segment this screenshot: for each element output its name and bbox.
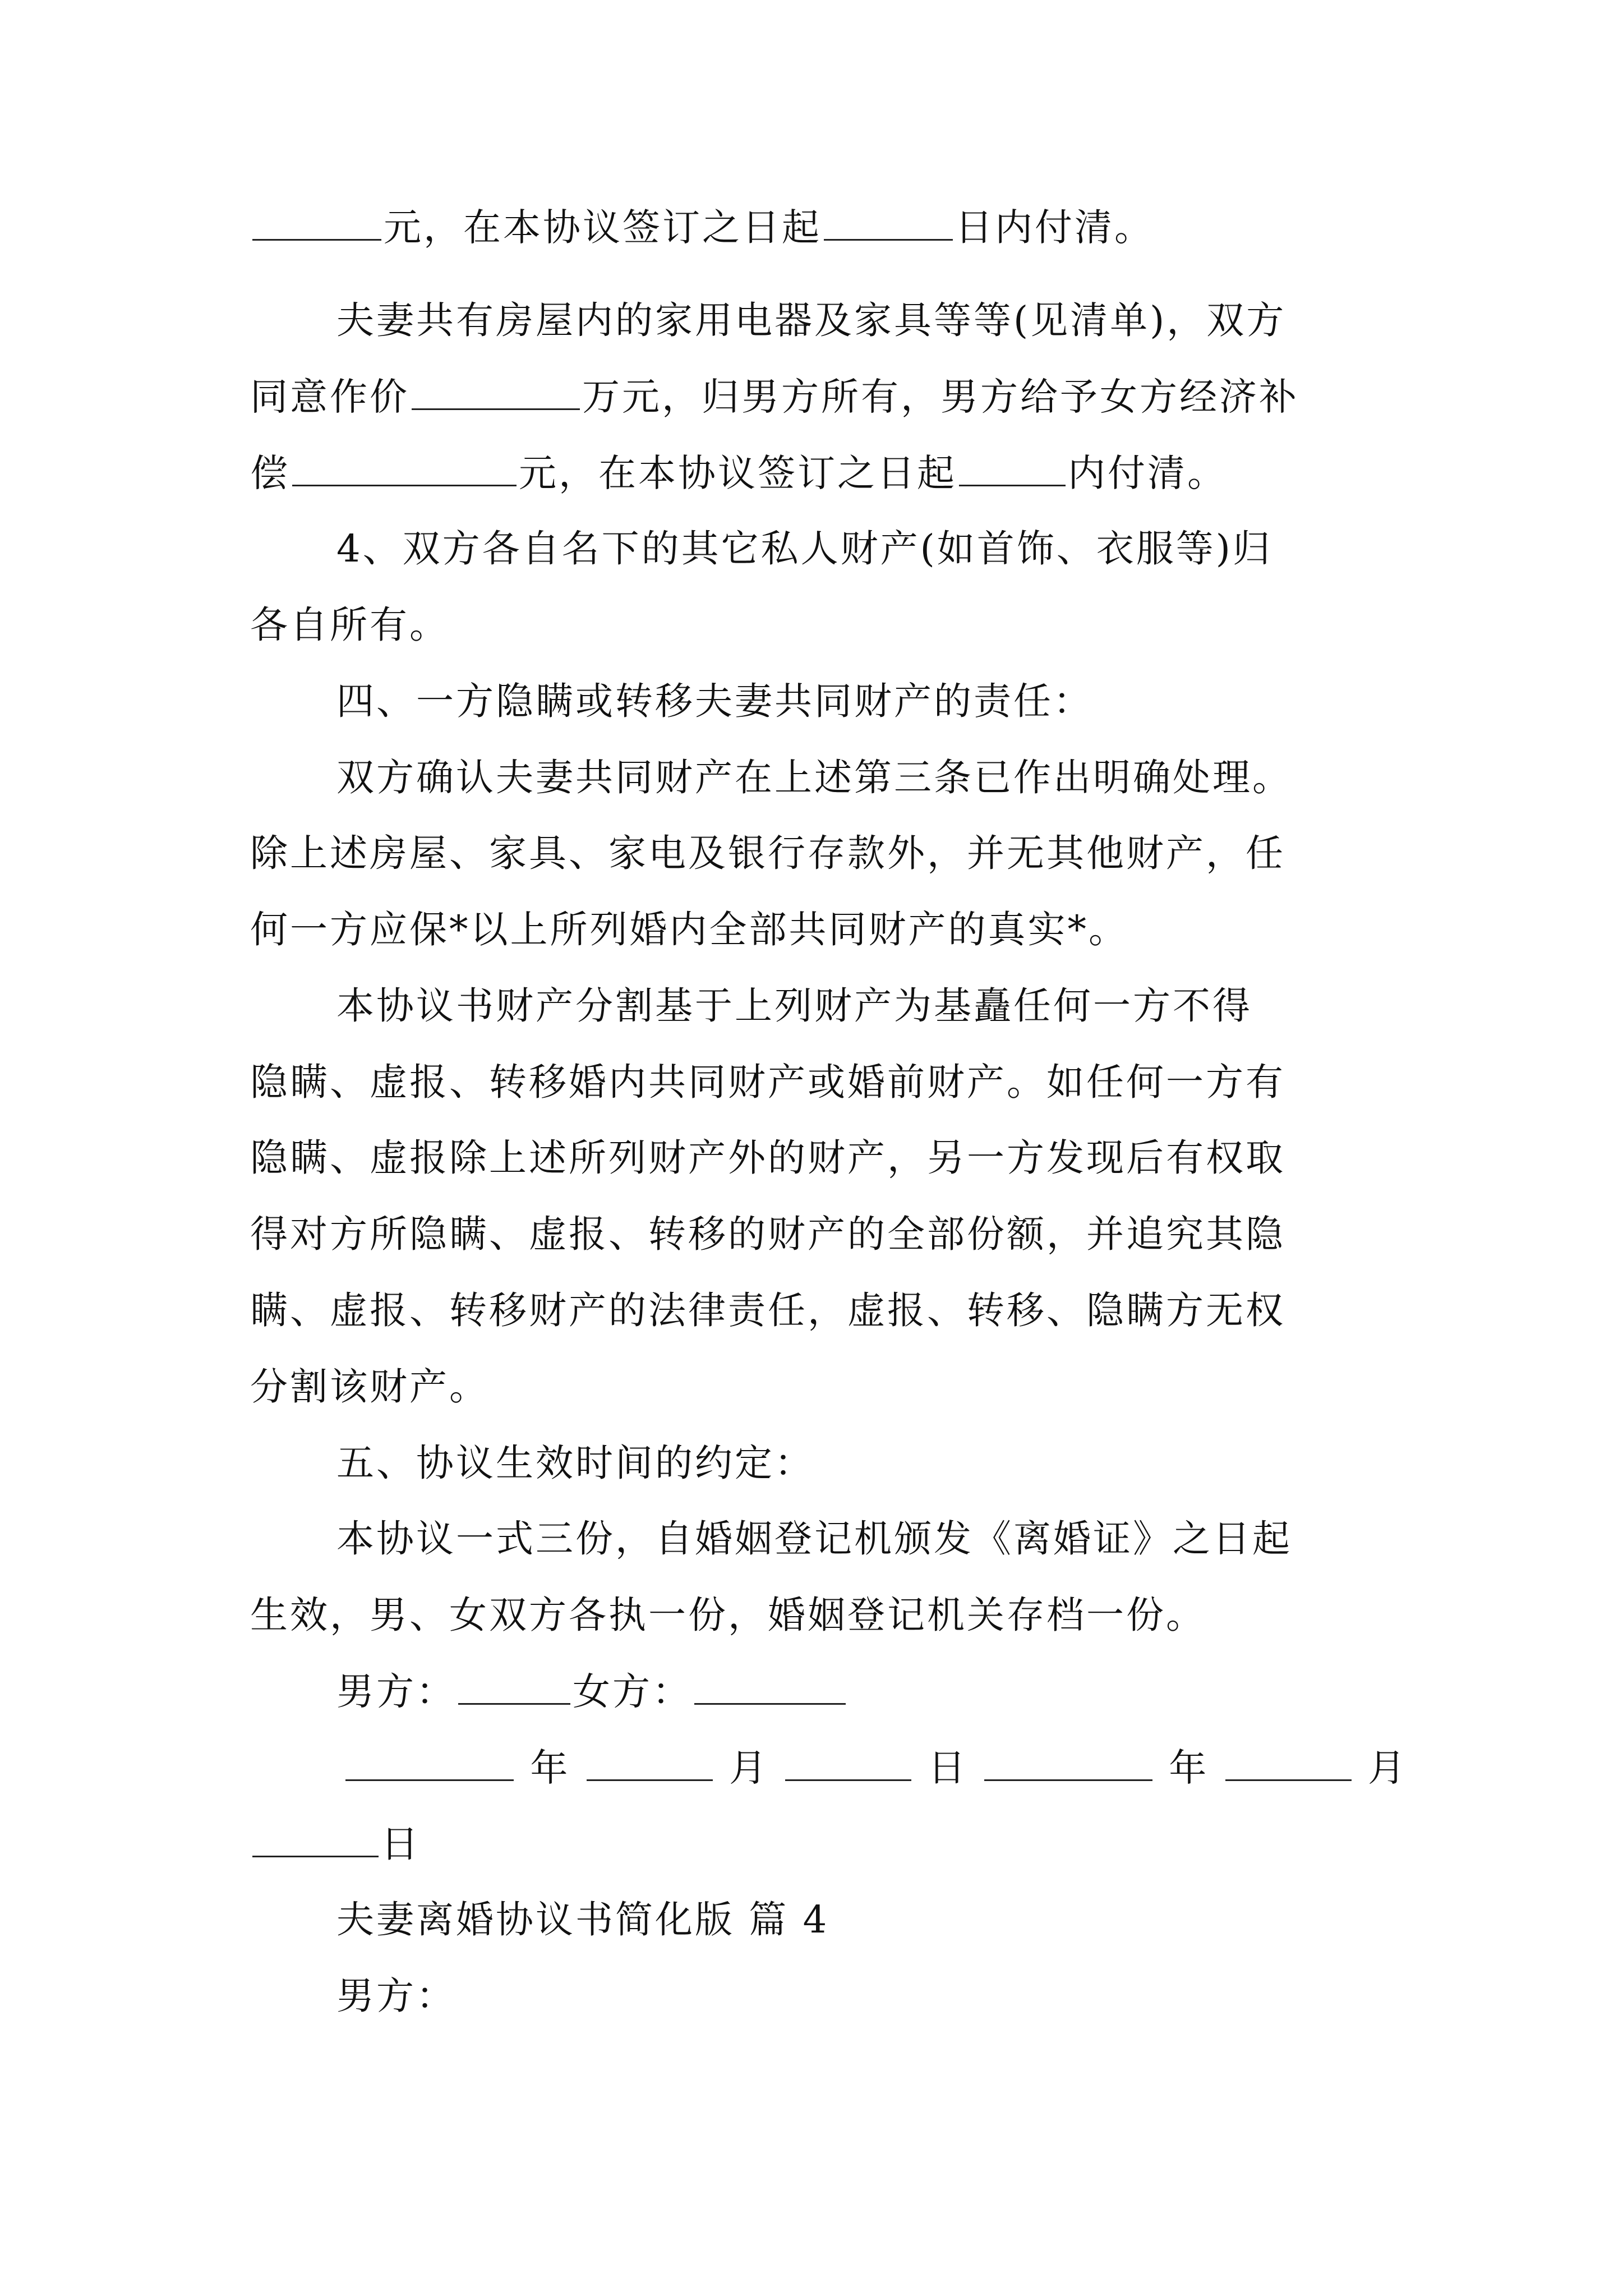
paragraph-line: 本协议书财产分割基于上列财产为基矗任何一方不得	[336, 984, 1252, 1028]
year-blank[interactable]	[984, 1749, 1152, 1781]
paragraph-line: 各自所有。	[250, 603, 449, 647]
party-label: 男方：	[336, 1974, 456, 2018]
next-section-title: 夫妻离婚协议书简化版 篇 4	[336, 1898, 829, 1941]
signature-line: 男方： 女方：	[336, 1673, 848, 1711]
paragraph-line: 瞒、虚报、转移财产的法律责任，虚报、转移、隐瞒方无权	[250, 1289, 1285, 1332]
valuation-blank[interactable]	[412, 378, 580, 410]
paragraph-line: 本协议一式三份，自婚姻登记机颁发《离婚证》之日起	[336, 1517, 1292, 1561]
valuation-line: 同意作价 万元，归男方所有，男方给予女方经济补	[250, 375, 1299, 419]
payment-days-blank[interactable]	[959, 454, 1066, 486]
days-blank[interactable]	[824, 209, 953, 241]
female-signature-blank[interactable]	[694, 1673, 846, 1705]
compensation-line: 偿 元，在本协议签订之日起 内付清。	[250, 451, 1227, 495]
month-blank[interactable]	[1225, 1749, 1352, 1781]
male-signature-blank[interactable]	[458, 1673, 570, 1705]
paragraph-line: 生效，男、女双方各执一份，婚姻登记机关存档一份。	[250, 1593, 1206, 1637]
section-heading: 五、协议生效时间的约定：	[336, 1441, 814, 1485]
day-blank[interactable]	[252, 1825, 379, 1857]
paragraph-line: 除上述房屋、家具、家电及银行存款外，并无其他财产，任	[250, 831, 1285, 875]
paragraph-line: 双方确认夫妻共同财产在上述第三条已作出明确处理。	[336, 756, 1292, 799]
paragraph-line: 得对方所隐瞒、虚报、转移的财产的全部份额，并追究其隐	[250, 1212, 1285, 1256]
paragraph-line: 何一方应保*以上所列婚内全部共同财产的真实*。	[250, 908, 1128, 951]
compensation-blank[interactable]	[292, 454, 517, 486]
date-line: 年 月 日 年 月	[343, 1749, 1408, 1787]
amount-blank[interactable]	[252, 209, 381, 241]
date-line-continued: 日	[250, 1825, 421, 1864]
day-blank[interactable]	[785, 1749, 911, 1781]
year-blank[interactable]	[345, 1749, 514, 1781]
paragraph-line: 夫妻共有房屋内的家用电器及家具等等(见清单)，双方	[336, 298, 1287, 342]
paragraph-line: 隐瞒、虚报、转移婚内共同财产或婚前财产。如任何一方有	[250, 1060, 1285, 1104]
paragraph-line: 隐瞒、虚报除上述所列财产外的财产，另一方发现后有权取	[250, 1136, 1285, 1180]
payment-clause-line: 元，在本协议签订之日起 日内付清。	[250, 209, 1154, 247]
month-blank[interactable]	[587, 1749, 713, 1781]
paragraph-line: 分割该财产。	[250, 1365, 489, 1409]
paragraph-line: 4、双方各自名下的其它私人财产(如首饰、衣服等)归	[336, 527, 1272, 570]
section-heading: 四、一方隐瞒或转移夫妻共同财产的责任：	[336, 679, 1093, 723]
